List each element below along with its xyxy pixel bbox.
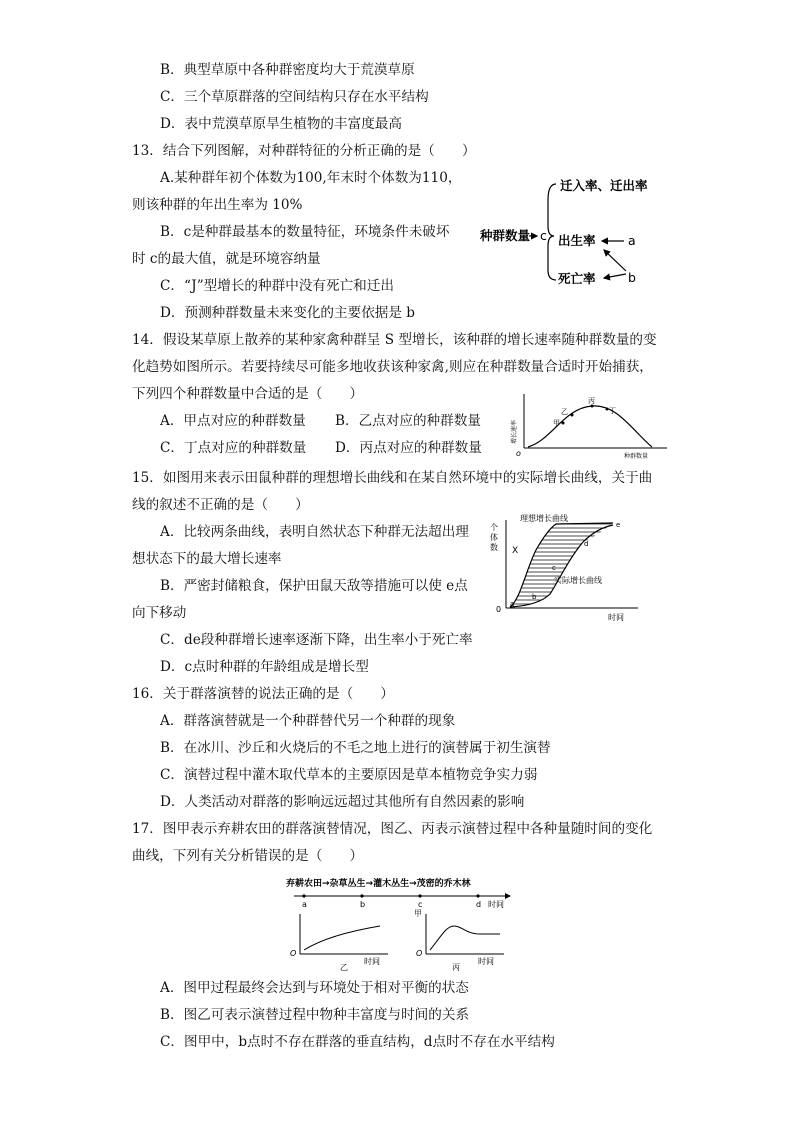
q13-option-b-line2: 时 c的最大值，就是环境容纳量	[132, 251, 321, 267]
q15-option-b-line1: B．严密封储粮食，保护田鼠天敌等措施可以使 e点	[160, 578, 468, 594]
q14-x-label: 种群数量	[624, 453, 649, 460]
q13-death-label: 死亡率	[558, 271, 596, 286]
q17-label-bing: 丙	[452, 963, 460, 972]
svg-text:数: 数	[490, 543, 498, 552]
q15-origin: 0	[496, 605, 502, 614]
q16-option-c: C．演替过程中灌木取代草本的主要原因是草本植物竞争实力弱	[160, 767, 538, 783]
q15-growth-curves-graph	[488, 510, 648, 625]
q15-point-e: e	[616, 521, 621, 529]
q13-option-a-line2: 则该种群的年出生率为 10%	[132, 197, 303, 213]
q13-diagram	[478, 170, 658, 300]
q14-option-b: B．乙点对应的种群数量	[335, 413, 481, 429]
q14-stem-line1: 14．假设某草原上散养的某种家禽种群呈 S 型增长，该种群的增长速率随种群数量的变	[132, 332, 657, 348]
q17-origin-bing: O	[416, 949, 423, 958]
q14-stem-line3: 下列四个种群数量中合适的是（ ）	[132, 386, 364, 402]
q12-option-c: C．三个草原群落的空间结构只存在水平结构	[160, 89, 429, 105]
q15-option-a-line1: A．比较两条曲线，表明自然状态下种群无法超出理	[160, 524, 469, 540]
q14-origin: o	[516, 449, 521, 458]
q13-b-label: b	[628, 270, 636, 285]
q15-option-b-line2: 向下移动	[132, 605, 187, 621]
q13-a-label: a	[628, 233, 636, 248]
q17-origin-yi: O	[290, 949, 297, 958]
q15-stem-line2: 线的叙述不正确的是（ ）	[132, 497, 309, 513]
q13-stem: 13．结合下列图解，对种群特征的分析正确的是（ ）	[132, 143, 476, 159]
q17-time-top: 时间	[488, 900, 504, 909]
q17-chain-title: 弃耕农田→杂草丛生→灌木丛生→茂密的乔木林	[286, 879, 471, 889]
q12-option-b: B．典型草原中各种群密度均大于荒漠草原	[160, 62, 415, 78]
q17-time-yi: 时间	[364, 957, 380, 966]
q14-stem-line2: 化趋势如图所示。若要持续尽可能多地收获该种家禽,则应在种群数量合适时开始捕获，	[132, 359, 653, 375]
q17-point-c: c	[418, 900, 423, 909]
q17-label-jia: 甲	[414, 909, 422, 918]
q12-option-d: D．表中荒漠草原旱生植物的丰富度最高	[160, 116, 402, 132]
q15-option-c: C．de段种群增长速率逐渐下降，出生率小于死亡率	[160, 632, 473, 648]
q13-option-b-line1: B．c是种群最基本的数量特征，环境条件未破坏	[160, 224, 450, 240]
q15-point-d: d	[584, 540, 589, 548]
q15-stem-line1: 15．如图用来表示田鼠种群的理想增长曲线和在某自然环境中的实际增长曲线，关于曲	[132, 470, 653, 486]
q14-point-bing: 丙	[588, 397, 595, 405]
q14-point-yi: 乙	[561, 408, 568, 416]
q16-stem: 16．关于群落演替的说法正确的是（ ）	[132, 686, 394, 702]
q17-succession-figure	[280, 874, 520, 972]
q13-c-label: c	[540, 228, 547, 243]
q13-option-a-line1: A.某种群年初个体数为100,年末时个体数为110，	[160, 170, 462, 186]
q17-stem-line2: 曲线，下列有关分析错误的是（ ）	[132, 848, 364, 864]
q14-y-label: 增长速率	[511, 419, 518, 444]
q15-x-label: 时间	[608, 613, 624, 622]
q13-birth-label: 出生率	[558, 233, 596, 248]
q17-point-d: d	[476, 900, 482, 909]
q15-x-mark: X	[512, 546, 519, 556]
q13-option-d: D．预测种群数量未来变化的主要依据是 b	[160, 305, 416, 321]
q17-point-a: a	[302, 900, 307, 909]
q15-point-b: b	[532, 593, 537, 601]
q17-time-bing: 时间	[478, 957, 494, 966]
q17-option-c: C．图甲中，b点时不存在群落的垂直结构，d点时不存在水平结构	[160, 1034, 555, 1050]
q13-top-label: 迁入率、迁出率	[560, 178, 648, 193]
q14-option-d: D．丙点对应的种群数量	[335, 440, 482, 456]
q17-option-a: A．图甲过程最终会达到与环境处于相对平衡的状态	[160, 980, 469, 996]
q17-label-yi: 乙	[340, 963, 348, 972]
q16-option-d: D．人类活动对群落的影响远远超过其他所有自然因素的影响	[160, 794, 525, 810]
q14-point-jia: 甲	[553, 419, 560, 427]
q15-ideal-label: 理想增长曲线	[520, 514, 568, 523]
q14-growth-rate-graph	[502, 390, 672, 460]
q15-option-a-line2: 想状态下的最大增长速率	[132, 551, 282, 567]
q16-option-a: A．群落演替就是一个种群替代另一个种群的现象	[160, 713, 456, 729]
q16-option-b: B．在冰川、沙丘和火烧后的不毛之地上进行的演替属于初生演替	[160, 740, 551, 756]
q15-actual-label: 实际增长曲线	[554, 576, 602, 585]
q15-option-d: D．c点时种群的年龄组成是增长型	[160, 659, 369, 675]
q14-option-c: C．丁点对应的种群数量	[160, 440, 307, 456]
q13-option-c: C．“J”型增长的种群中没有死亡和迁出	[160, 278, 394, 294]
q15-point-a: a	[510, 600, 515, 608]
q17-stem-line1: 17．图甲表示弃耕农田的群落演替情况，图乙、丙表示演替过程中各种量随时间的变化	[132, 821, 653, 837]
q17-option-b: B．图乙可表示演替过程中物种丰富度与时间的关系	[160, 1007, 470, 1023]
q15-point-c: c	[552, 564, 556, 572]
q17-point-b: b	[360, 900, 366, 909]
q15-y-label: 个	[490, 523, 498, 532]
q14-option-a: A．甲点对应的种群数量	[160, 413, 306, 429]
q13-left-label: 种群数量	[480, 228, 531, 243]
svg-text:体: 体	[490, 533, 498, 542]
q14-point-ding: 丁	[609, 407, 616, 415]
